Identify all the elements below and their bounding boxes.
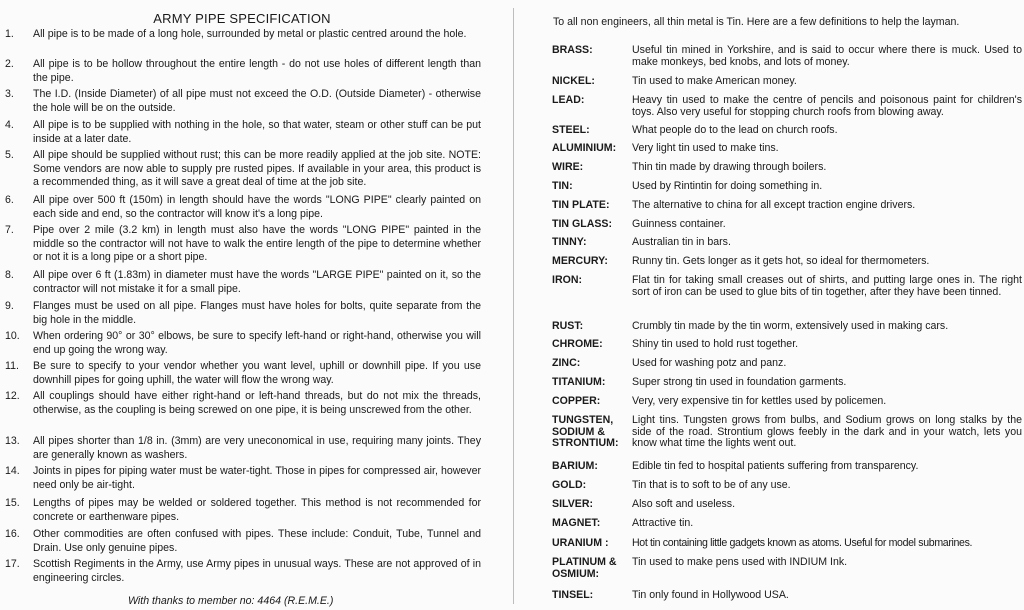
definition-term: TITANIUM: — [552, 376, 606, 388]
definition-term: BARIUM: — [552, 460, 598, 472]
definition-text: Crumbly tin made by the tin worm, extensively used in making cars. — [632, 320, 949, 332]
definition-term: LEAD: — [552, 94, 585, 106]
rule-text: All pipe is to be supplied with nothing in the hole, so that water, steam or other stuff can be put inside at a later date. — [33, 119, 481, 145]
definition-term: PLATINUM & OSMIUM: — [552, 556, 617, 580]
intro-text: To all non engineers, all thin metal is Tin. Here are a few definitions to help the layman. — [553, 16, 960, 28]
definition-term: CHROME: — [552, 338, 603, 350]
definition-term: MERCURY: — [552, 255, 608, 267]
definition-text: Also soft and useless. — [632, 498, 736, 510]
definition-text: Thin tin made by drawing through boilers. — [632, 161, 827, 173]
definition-term: MAGNET: — [552, 517, 601, 529]
tin-definitions-page — [514, 0, 1024, 610]
definition-term: ZINC: — [552, 357, 581, 369]
rule-number: 15. — [5, 497, 20, 509]
definition-text: Very, very expensive tin for kettles used by policemen. — [632, 395, 887, 407]
rule-number: 14. — [5, 465, 20, 477]
rule-number: 8. — [5, 269, 14, 281]
rule-text: Scottish Regiments in the Army, use Army pipes in unusual ways. These are not approved of in engineering circles. — [33, 558, 481, 584]
definition-text: Flat tin for taking small creases out of shirts, and putting large ones in. The right sort of iron can be used to glue bits of tin together, after they have been tinned. — [632, 274, 1022, 298]
definition-term: TIN: — [552, 180, 573, 192]
definition-text: Tin used to make American money. — [632, 75, 797, 87]
definition-term: NICKEL: — [552, 75, 595, 87]
rule-text: All pipe over 6 ft (1.83m) in diameter must have the words "LARGE PIPE" painted on it, so the contractor will not mistake it for a small pipe. — [33, 269, 481, 295]
definition-term: TINSEL: — [552, 589, 594, 601]
rule-number: 5. — [5, 149, 14, 161]
rule-text: Pipe over 2 mile (3.2 km) in length must also have the words "LONG PIPE" painted in the middle so the contractor will not have to walk the entire length of the pipe to determine whether or not it is a long pipe or a short pipe. — [33, 224, 481, 263]
rule-text: When ordering 90° or 30° elbows, be sure to specify left-hand or right-hand, otherwise you will end up going the wrong way. — [33, 330, 481, 356]
rule-text: Joints in pipes for piping water must be water-tight. Those in pipes for compressed air, however need only be air-tight. — [33, 465, 481, 491]
definition-text: Australian tin in bars. — [632, 236, 731, 248]
definition-text: Useful tin mined in Yorkshire, and is said to occur where there is muck. Used to make monkeys, bed knobs, and lots of money. — [632, 44, 1022, 68]
rule-number: 2. — [5, 58, 14, 70]
definition-text: Tin that is to soft to be of any use. — [632, 479, 791, 491]
rule-text: Be sure to specify to your vendor whether you want level, uphill or downhill pipe. If you use downhill pipes for going uphill, the water will flow the wrong way. — [33, 360, 481, 386]
definition-term: GOLD: — [552, 479, 587, 491]
definition-text: Hot tin containing little gadgets known as atoms. Useful for model submarines. — [632, 537, 973, 549]
definition-term: SILVER: — [552, 498, 594, 510]
definition-term: ALUMINIUM: — [552, 142, 617, 154]
rule-number: 6. — [5, 194, 14, 206]
pipe-spec-page — [0, 0, 510, 610]
definition-term: TINNY: — [552, 236, 587, 248]
rule-number: 16. — [5, 528, 20, 540]
definition-text: Attractive tin. — [632, 517, 694, 529]
definition-text: Light tins. Tungsten grows from bulbs, and Sodium grows on long stalks by the side of the road. Strontium glows feebly in the dark and in your watch, lets you know what time the lights went out. — [632, 414, 1022, 449]
definition-term: BRASS: — [552, 44, 593, 56]
rule-number: 4. — [5, 119, 14, 131]
definition-term: COPPER: — [552, 395, 601, 407]
definition-text: Used for washing potz and panz. — [632, 357, 787, 369]
definition-text: What people do to the lead on church roofs. — [632, 124, 838, 136]
definition-text: The alternative to china for all except traction engine drivers. — [632, 199, 916, 211]
definition-text: Edible tin fed to hospital patients suffering from transparency. — [632, 460, 919, 472]
definition-term: STEEL: — [552, 124, 590, 136]
rule-number: 10. — [5, 330, 20, 342]
definition-term: WIRE: — [552, 161, 584, 173]
definition-term: RUST: — [552, 320, 584, 332]
rule-number: 9. — [5, 300, 14, 312]
definition-term: IRON: — [552, 274, 583, 286]
definition-text: Super strong tin used in foundation garments. — [632, 376, 847, 388]
definition-text: Shiny tin used to hold rust together. — [632, 338, 799, 350]
definition-term: TIN GLASS: — [552, 218, 613, 230]
definition-text: Used by Rintintin for doing something in. — [632, 180, 823, 192]
definition-text: Very light tin used to make tins. — [632, 142, 779, 154]
definition-text: Guinness container. — [632, 218, 726, 230]
rule-number: 12. — [5, 390, 20, 402]
definition-term: TUNGSTEN, SODIUM & STRONTIUM: — [552, 414, 619, 449]
rule-number: 3. — [5, 88, 14, 100]
rule-text: All pipe is to be hollow throughout the entire length - do not use holes of different length than the pipe. — [33, 58, 481, 84]
rule-text: Other commodities are often confused with pipes. These include: Conduit, Tube, Tunnel and Drain. Use only genuine pipes. — [33, 528, 481, 554]
rule-number: 11. — [5, 360, 19, 372]
rule-number: 17. — [5, 558, 20, 570]
rule-text: Flanges must be used on all pipe. Flanges must have holes for bolts, quite separate from the big hole in the middle. — [33, 300, 481, 326]
definition-text: Tin used to make pens used with INDIUM Ink. — [632, 556, 848, 568]
rule-text: The I.D. (Inside Diameter) of all pipe must not exceed the O.D. (Outside Diameter) - otherwise the hole will be on the outside. — [33, 88, 481, 114]
rule-number: 7. — [5, 224, 14, 236]
rule-text: All pipes shorter than 1/8 in. (3mm) are very uneconomical in use, requiring many joints. They are generally known as washers. — [33, 435, 481, 461]
definition-text: Heavy tin used to make the centre of pencils and poisonous paint for children's toys. Also very useful for stopping church roofs from blowing away. — [632, 94, 1022, 118]
rule-number: 13. — [5, 435, 20, 447]
rule-text: All pipe over 500 ft (150m) in length should have the words "LONG PIPE" clearly painted on each side and end, so the contractor will know it's a long pipe. — [33, 194, 481, 220]
credit-line: With thanks to member no: 4464 (R.E.M.E.) — [128, 595, 334, 607]
rule-text: All pipe is to be made of a long hole, surrounded by metal or plastic centred around the hole. — [33, 28, 467, 40]
definition-term: URANIUM : — [552, 537, 609, 549]
rule-number: 1. — [5, 28, 14, 40]
rule-text: All pipe should be supplied without rust; this can be more readily applied at the job site. NOTE: Some vendors are now able to supply pre rusted pipes. If available in your area, this product is a recommended thing, as it will save a great deal of time at the job site. — [33, 149, 481, 188]
page-title: ARMY PIPE SPECIFICATION — [153, 11, 331, 26]
rule-text: All couplings should have either right-hand or left-hand threads, but do not mix the threads, otherwise, as the coupling is being screwed on one pipe, it is being unscrewed from the other. — [33, 390, 481, 416]
definition-term: TIN PLATE: — [552, 199, 610, 211]
definition-text: Tin only found in Hollywood USA. — [632, 589, 789, 601]
definition-text: Runny tin. Gets longer as it gets hot, so ideal for thermometers. — [632, 255, 930, 267]
rule-text: Lengths of pipes may be welded or soldered together. This method is not recommended for concrete or earthenware pipes. — [33, 497, 481, 523]
